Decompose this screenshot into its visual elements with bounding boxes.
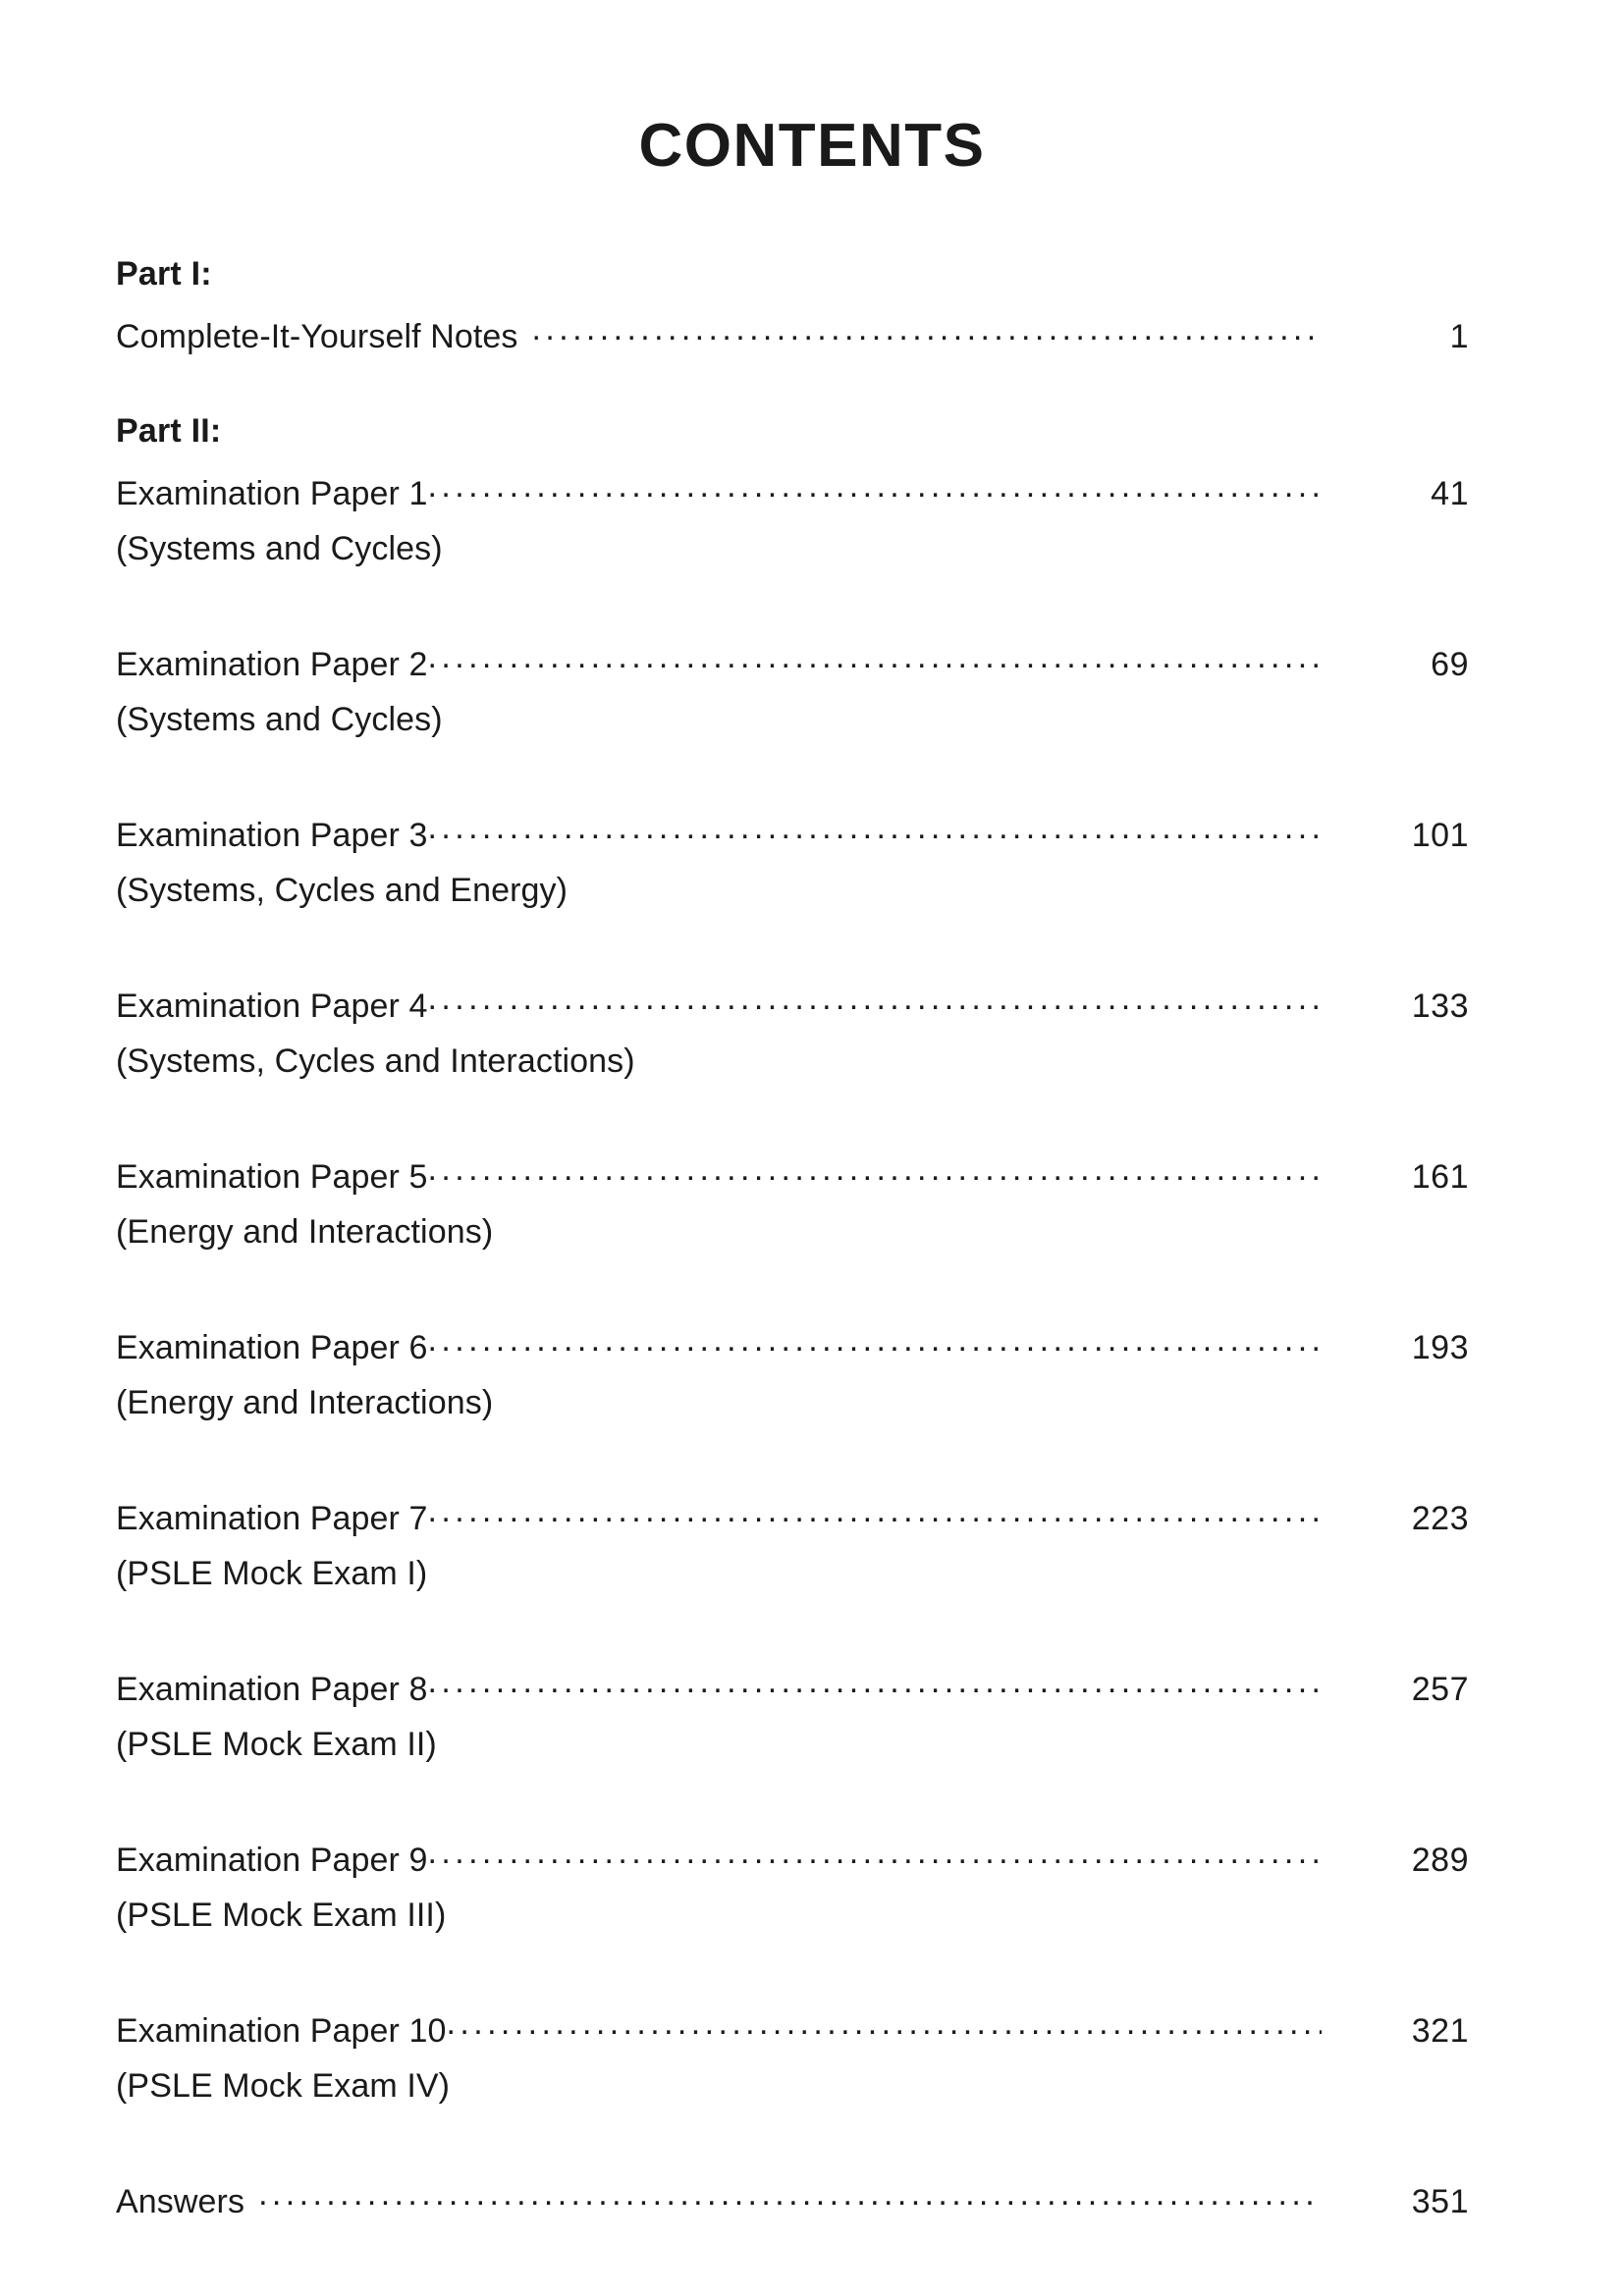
toc-entry-subtitle: (Systems and Cycles) [116,530,443,567]
entry-spacer [116,907,1469,984]
toc-entry-subtitle: (PSLE Mock Exam IV) [116,2067,451,2105]
toc-entry-title: Examination Paper 4 [116,988,428,1025]
toc-entry-title: Examination Paper 9 [116,1842,428,1879]
toc-page-number: 133 [1411,988,1469,1025]
toc-page-number: 41 [1431,475,1469,512]
entry-spacer [116,1761,1469,1838]
dot-leader [428,471,1322,505]
toc-entry[interactable] [116,1838,1469,1932]
toc-entry-title: Examination Paper 2 [116,646,428,683]
dot-leader [428,1838,1322,1871]
toc-entry-title: Examination Paper 1 [116,475,428,512]
entry-spacer [116,1590,1469,1667]
dot-leader [428,1667,1322,1700]
toc-entry[interactable] [116,314,1469,353]
toc-entry[interactable] [116,1154,1469,1249]
dot-leader [428,1154,1322,1188]
toc-page-number: 193 [1411,1329,1469,1366]
page-title: CONTENTS [638,112,986,180]
toc-entry-line [116,813,1469,852]
toc-entry[interactable] [116,1667,1469,1761]
toc-entry[interactable] [116,1325,1469,1419]
toc-entry[interactable] [116,642,1469,736]
dot-leader [258,2179,1322,2213]
toc-entry-subtitle: (Systems, Cycles and Interactions) [116,1042,635,1080]
toc-entry-subtitle: (Systems and Cycles) [116,701,443,738]
toc-entry[interactable] [116,2008,1469,2103]
entry-spacer [116,1249,1469,1325]
toc-page-number: 223 [1411,1500,1469,1537]
toc-entry-line [116,314,1469,353]
toc-entry-title: Answers [116,2183,245,2220]
toc-entry[interactable] [116,2179,1469,2218]
dot-leader [532,314,1322,347]
toc-page-number: 289 [1411,1842,1469,1879]
entry-spacer [116,736,1469,813]
toc-entry-line [116,1496,1469,1535]
entry-spacer [116,1932,1469,2008]
toc-entry-title: Examination Paper 3 [116,817,428,854]
toc-entry-title: Examination Paper 10 [116,2012,447,2050]
toc-entry-line [116,1154,1469,1194]
toc-entry[interactable] [116,471,1469,565]
entry-spacer [116,2103,1469,2179]
toc-entry-subtitle: (PSLE Mock Exam I) [116,1555,428,1592]
toc-entry-title: Examination Paper 6 [116,1329,428,1366]
toc-entry-subtitle: (PSLE Mock Exam III) [116,1896,447,1934]
entry-spacer [116,353,1469,414]
dot-leader [428,642,1322,675]
toc-entry[interactable] [116,813,1469,907]
toc-page-number: 257 [1411,1671,1469,1708]
part-heading: Part I: [116,255,212,293]
part-heading: Part II: [116,412,222,450]
toc-page-number: 351 [1411,2183,1469,2220]
toc-entry-subtitle: (Systems, Cycles and Energy) [116,872,568,909]
dot-leader [428,984,1322,1017]
toc-entry-line [116,1667,1469,1706]
toc-entry-subtitle: (Energy and Interactions) [116,1213,494,1251]
toc-entry-line [116,2179,1469,2218]
dot-leader [428,1496,1322,1529]
toc-entry-subtitle: (PSLE Mock Exam II) [116,1726,437,1763]
dot-leader [428,1325,1322,1359]
toc-entry-title: Examination Paper 7 [116,1500,428,1537]
toc-entry-line [116,2008,1469,2048]
toc-entry-line [116,642,1469,681]
toc-page-number: 161 [1411,1158,1469,1196]
toc-entry-line [116,1838,1469,1877]
entry-spacer [116,1078,1469,1154]
entry-spacer [116,565,1469,642]
toc-page-number: 69 [1431,646,1469,683]
toc-page-number: 321 [1411,2012,1469,2050]
dot-leader [447,2008,1322,2042]
toc-entry-line [116,471,1469,510]
toc-entry-line [116,1325,1469,1364]
toc-entry[interactable] [116,1496,1469,1590]
toc-page-number: 101 [1411,817,1469,854]
toc-entry[interactable] [116,984,1469,1078]
toc-entry-title: Complete-It-Yourself Notes [116,318,518,355]
toc-page-number: 1 [1449,318,1469,355]
entry-spacer [116,1419,1469,1496]
toc-entry-title: Examination Paper 5 [116,1158,428,1196]
toc-entry-line [116,984,1469,1023]
dot-leader [428,813,1322,846]
toc-entry-title: Examination Paper 8 [116,1671,428,1708]
toc-entry-subtitle: (Energy and Interactions) [116,1384,494,1421]
table-of-contents [116,257,1469,2218]
